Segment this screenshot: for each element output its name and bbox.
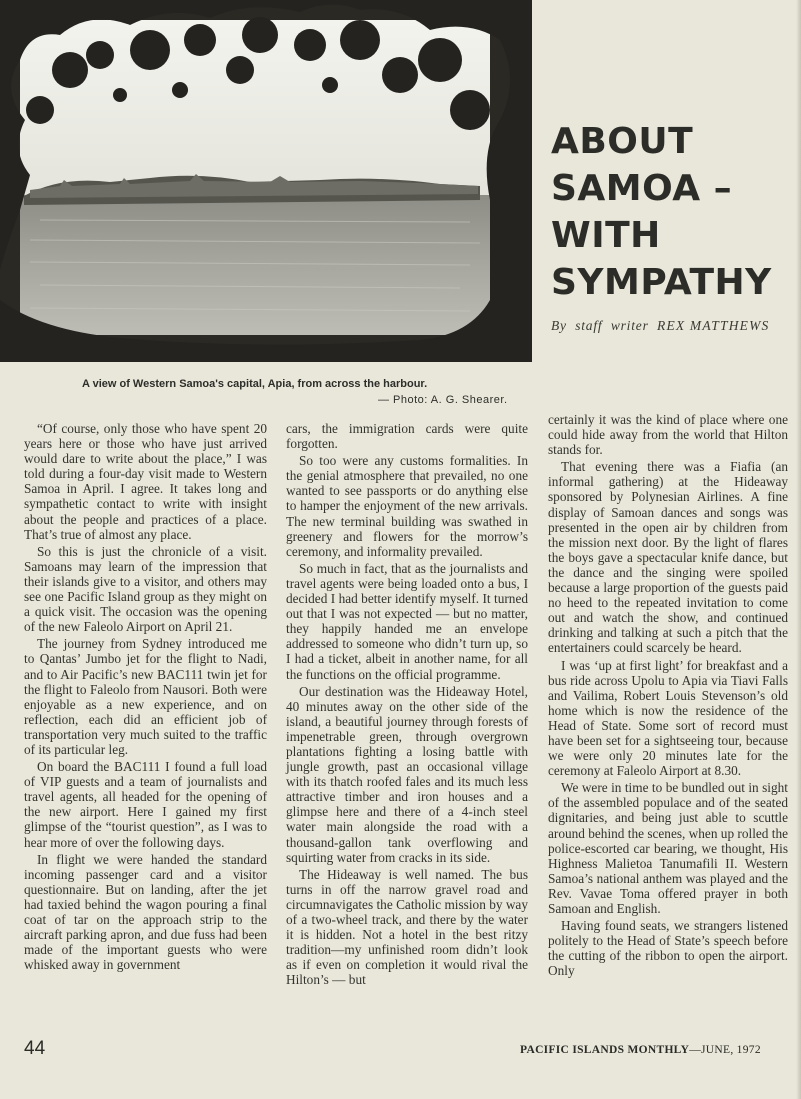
paragraph: Having found seats, we strangers listened politely to the Head of State’s speech before the cutting of the ribbon to open the airport. Only bbox=[548, 918, 788, 979]
headline-line-3: WITH bbox=[551, 215, 661, 256]
article-column-1 bbox=[24, 421, 267, 972]
page-number: 44 bbox=[24, 1038, 46, 1059]
article-column-2 bbox=[286, 421, 528, 987]
paragraph: I was ‘up at first light’ for breakfast and a bus ride across Upolu to Apia via Tiavi Falls and Vailima, Robert Louis Stevenson’s old home which is now the residence of the Head of State. Some sort of record must have been set for a sightseeing tour, because we were only 20 minutes late for the ceremony at Faleolo Airport at 8.30. bbox=[548, 657, 788, 779]
paragraph: So much in fact, that as the journalists and travel agents were being loaded onto a bus, I decided I had better identify myself. It turned out that I was not expected — but no matter, they happily handed me an envelope addressed to someone who didn’t turn up, so I had a ticket, albeit in another name, for all the functions on the official programme. bbox=[286, 560, 528, 682]
apia-harbour-image bbox=[0, 0, 532, 362]
paragraph: The journey from Sydney introduced me to Qantas’ Jumbo jet for the flight to Nadi, and to Air Pacific’s new BAC111 twin jet for the flight to Faleolo from Nausori. Both were enjoyable as a new experience, and on reflection, each did an efficient job of transportation very much suited to the traffic of its particular leg. bbox=[24, 636, 267, 757]
byline-author: REX MATTHEWS bbox=[657, 318, 770, 333]
byline-role: staff bbox=[575, 318, 603, 333]
issue-date: —JUNE, 1972 bbox=[689, 1044, 761, 1056]
publication-name: PACIFIC ISLANDS MONTHLY bbox=[520, 1044, 690, 1056]
photo-caption: A view of Western Samoa's capital, Apia, from across the harbour. bbox=[82, 378, 428, 390]
byline-prefix: By bbox=[551, 318, 567, 333]
paragraph: In flight we were handed the standard incoming passenger card and a visitor questionnaire. But on landing, after the jet had taxied behind the wagon pouring a final coat of tar on the approach strip to the aircraft parking apron, and due fuss had been made of the important guests who were whisked away in government bbox=[24, 851, 267, 973]
headline-line-1: ABOUT bbox=[551, 121, 694, 162]
running-footer bbox=[520, 1044, 761, 1056]
article-headline bbox=[551, 118, 796, 306]
paragraph: On board the BAC111 I found a full load of VIP guests and a team of journalists and travel agents, all headed for the opening of the new airport. Here I gained my first glimpse of the “tourist question”, as I was to hear more of over the following days. bbox=[24, 759, 267, 850]
paragraph: certainly it was the kind of place where one could hide away from the world that Hilton stands for. bbox=[548, 412, 788, 458]
page-edge-shadow bbox=[796, 0, 801, 1099]
headline-line-4: SYMPATHY bbox=[551, 262, 772, 303]
paragraph: “Of course, only those who have spent 20 years here or those who have just arrived would dare to write about the place,” I was told during a four-day visit made to Western Samoa in April. I agree. It takes long and sympathetic contact to write with insight about the people and practices of a place. That’s true of almost any place. bbox=[24, 421, 267, 542]
paragraph: cars, the immigration cards were quite forgotten. bbox=[286, 421, 528, 452]
byline bbox=[551, 318, 796, 334]
paragraph: So too were any customs formalities. In the genial atmosphere that prevailed, no one wanted to see passports or do anything else to hamper the enjoyment of the new arrivals. The new terminal building was swathed in greenery and flowers for the morrow’s ceremony, and informality prevailed. bbox=[286, 453, 528, 559]
harbour-photo bbox=[0, 0, 532, 362]
paragraph: The Hideaway is well named. The bus turns in off the narrow gravel road and circumnavigates the Catholic mission by way of a two-wheel track, and there by the water it is hidden. Not a hotel in the best ritzy tradition—my unfinished room didn’t look as if even on completion it would rival the Hilton’s — but bbox=[286, 866, 528, 988]
paragraph: Our destination was the Hideaway Hotel, 40 minutes away on the other side of the island, a beautiful journey through forests of impenetrable green, through overgrown plantations fighting a losing battle with jungle growth, past an occasional village with its thatch roofed fales and its much less attractive timber and iron houses and a glimpse here and there of a 4-inch steel water main alongside the road with a thousand-gallon tank overflowing and squirting water from cracks in its side. bbox=[286, 683, 528, 865]
paragraph: We were in time to be bundled out in sight of the assembled populace and of the seated dignitaries, and being just able to scuttle around behind the scenes, when up rolled the police-escorted car bearing, we thought, His Highness Malietoa Tanumafili II. Western Samoa’s national anthem was played and the Rev. Vavae Toma offered prayer in both Samoan and English. bbox=[548, 780, 789, 916]
photo-credit: — Photo: A. G. Shearer. bbox=[378, 394, 508, 406]
byline-writer-word: writer bbox=[610, 318, 649, 333]
headline-line-2: SAMOA – bbox=[551, 168, 733, 209]
paragraph: So this is just the chronicle of a visit. Samoans may learn of the impression that their islands give to a visitor, and others may see one Pacific Island group as they might on a quick visit. The occasion was the opening of the new Faleolo Airport on April 21. bbox=[24, 543, 267, 635]
paragraph: That evening there was a Fiafia (an informal gathering) at the Hideaway sponsored by Polynesian Airlines. A fine display of Samoan dances and songs was presented in the open air by children from the mission next door. By the light of flares the boys gave a spectacular knife dance, but the dance and the singing were spoiled because a large proportion of the guests paid no heed to the repeated invitation to come out and watch the show, and continued drinking and talking at such a pitch that the entertainers could scarcely be heard. bbox=[548, 459, 788, 656]
article-column-3 bbox=[548, 412, 788, 978]
